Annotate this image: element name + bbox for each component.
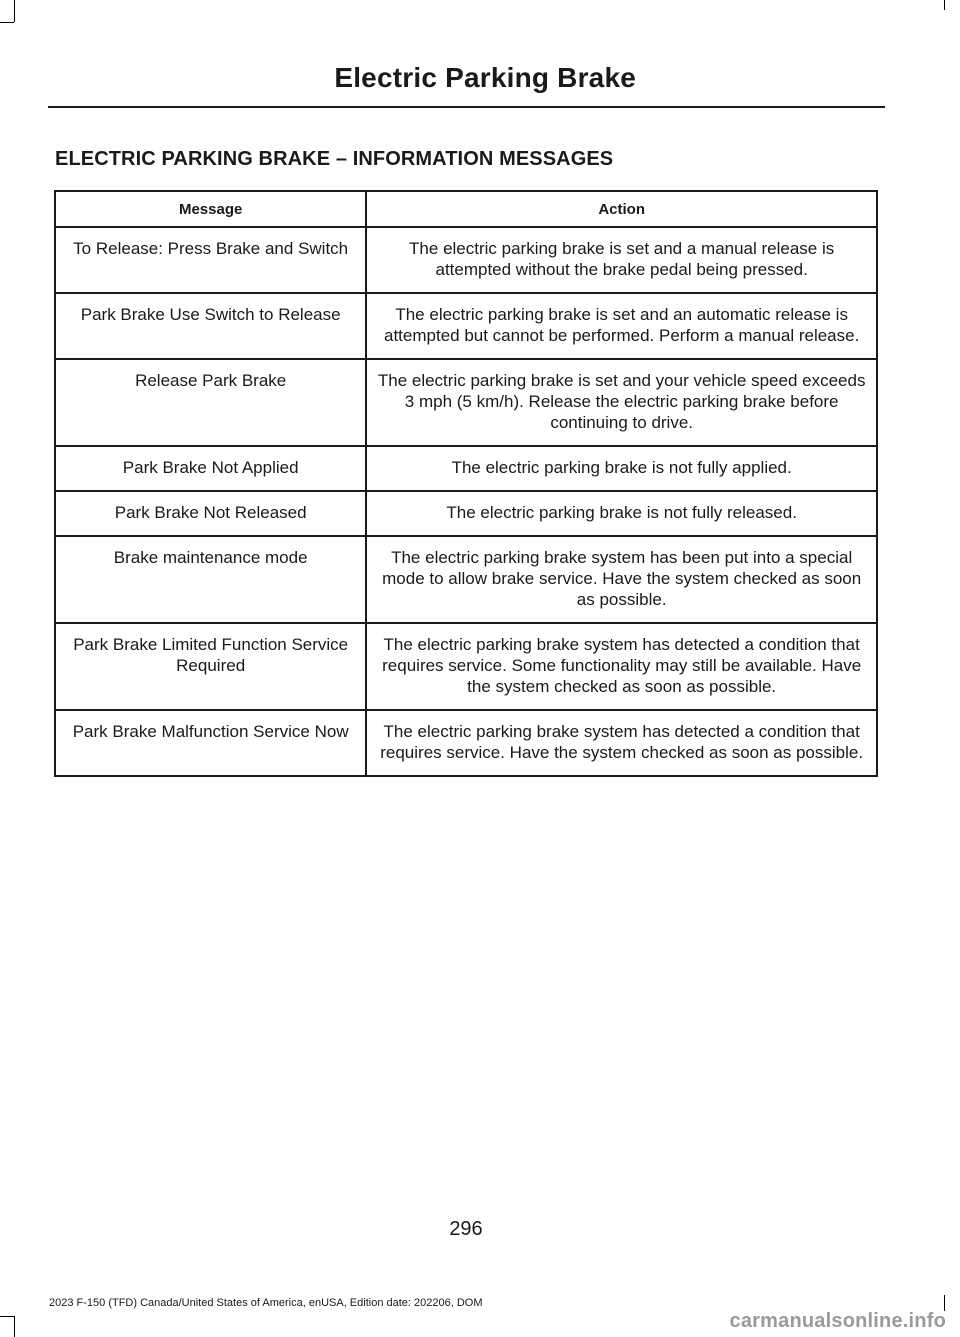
edition-footer: 2023 F-150 (TFD) Canada/United States of America, enUSA, Edition date: 202206, DOM [49, 1297, 483, 1309]
action-cell: The electric parking brake system has detected a condition that requires service. Some functionality may still be available. Have the system checked as soon as possible. [366, 623, 877, 710]
action-cell: The electric parking brake is set and an automatic release is attempted but cannot be performed. Perform a manual release. [366, 293, 877, 359]
table-row [55, 623, 877, 710]
table-row [55, 446, 877, 491]
action-cell: The electric parking brake is set and your vehicle speed exceeds 3 mph (5 km/h). Release the electric parking brake before continuing to drive. [366, 359, 877, 446]
table-row [55, 227, 877, 293]
action-cell: The electric parking brake system has detected a condition that requires service. Have the system checked as soon as possible. [366, 710, 877, 776]
crop-mark-bottom-left-vertical [14, 1316, 15, 1337]
table-header-row [55, 191, 877, 227]
header-divider [48, 106, 885, 108]
table-row [55, 491, 877, 536]
table-row [55, 359, 877, 446]
table-row [55, 710, 877, 776]
message-cell: Release Park Brake [55, 359, 366, 446]
action-cell: The electric parking brake is set and a manual release is attempted without the brake pedal being pressed. [366, 227, 877, 293]
information-messages-table [54, 190, 878, 777]
message-cell: Park Brake Not Applied [55, 446, 366, 491]
crop-mark-top-left-vertical [14, 0, 15, 22]
page-number: 296 [449, 1218, 483, 1240]
section-heading: ELECTRIC PARKING BRAKE – INFORMATION MESSAGES [55, 148, 614, 170]
crop-mark-bottom-right [944, 1295, 945, 1311]
message-cell: To Release: Press Brake and Switch [55, 227, 366, 293]
crop-mark-bottom-left-horizontal [0, 1316, 14, 1317]
action-cell: The electric parking brake is not fully applied. [366, 446, 877, 491]
message-cell: Brake maintenance mode [55, 536, 366, 623]
crop-mark-top-left-horizontal [0, 22, 14, 23]
message-cell: Park Brake Not Released [55, 491, 366, 536]
column-header-message: Message [55, 191, 366, 227]
column-header-action: Action [366, 191, 877, 227]
message-cell: Park Brake Use Switch to Release [55, 293, 366, 359]
message-cell: Park Brake Limited Function Service Required [55, 623, 366, 710]
action-cell: The electric parking brake system has been put into a special mode to allow brake service. Have the system checked as soon as possible. [366, 536, 877, 623]
page-header-title: Electric Parking Brake [334, 62, 636, 93]
watermark: carmanualsonline.info [729, 1310, 946, 1332]
action-cell: The electric parking brake is not fully released. [366, 491, 877, 536]
table-row [55, 293, 877, 359]
crop-mark-top-right [944, 0, 945, 10]
message-cell: Park Brake Malfunction Service Now [55, 710, 366, 776]
table-row [55, 536, 877, 623]
